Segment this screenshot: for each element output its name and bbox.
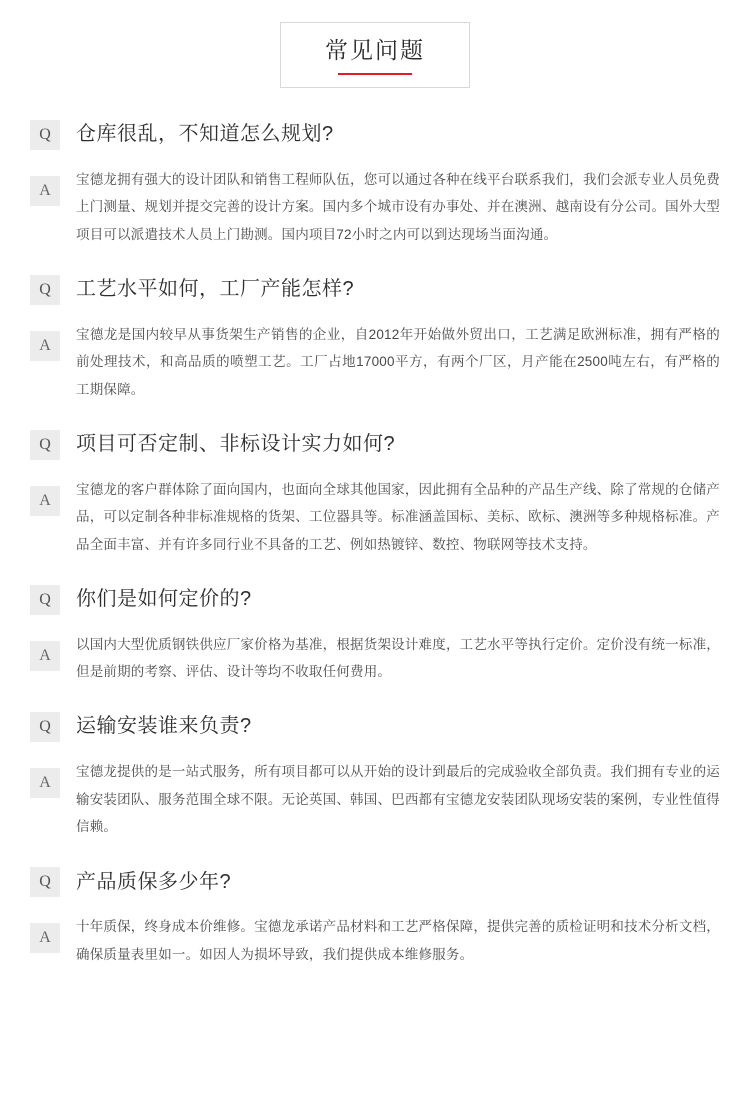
faq-list (0, 88, 750, 981)
faq-answer-text: 以国内大型优质钢铁供应厂家价格为基准，根据货架设计难度，工艺水平等执行定价。定价没有统一标准，但是前期的考察、评估、设计等均不收取任何费用。 (76, 636, 720, 680)
faq-item (30, 416, 720, 571)
faq-question-text: 仓库很乱，不知道怎么规划? (76, 123, 334, 146)
faq-answer-text: 宝德龙是国内较早从事货架生产销售的企业，自2012年开始做外贸出口，工艺满足欧洲标准，拥有严格的前处理技术，和高品质的喷塑工艺。工厂占地17000平方，有两个厂区，月产能在2500吨左右，有严格的工期保障。 (76, 326, 720, 397)
answer-badge: A (30, 923, 60, 953)
faq-answer-row (30, 150, 720, 249)
title-underline (338, 73, 412, 75)
faq-answer-row (30, 460, 720, 559)
question-badge: Q (30, 275, 60, 305)
faq-question-text: 工艺水平如何，工厂产能怎样? (76, 278, 355, 301)
answer-badge: A (30, 641, 60, 671)
faq-question-text: 运输安装谁来负责? (76, 715, 252, 738)
faq-item (30, 106, 720, 261)
answer-badge: A (30, 768, 60, 798)
faq-answer-row (30, 742, 720, 841)
faq-question-row[interactable] (30, 261, 720, 305)
faq-question-text: 你们是如何定价的? (76, 588, 252, 611)
question-badge: Q (30, 430, 60, 460)
faq-answer-row (30, 897, 720, 968)
faq-item (30, 261, 720, 416)
page-title: 常见问题 (325, 37, 425, 63)
faq-item (30, 853, 720, 980)
faq-item (30, 698, 720, 853)
faq-question-row[interactable] (30, 106, 720, 150)
faq-question-row[interactable] (30, 853, 720, 897)
faq-answer-text: 宝德龙提供的是一站式服务，所有项目都可以从开始的设计到最后的完成验收全部负责。我们拥有专业的运输安装团队、服务范围全球不限。无论英国、韩国、巴西都有宝德龙安装团队现场安装的案例，专业性值得信赖。 (76, 763, 720, 835)
answer-badge: A (30, 176, 60, 206)
faq-question-row[interactable] (30, 698, 720, 742)
faq-answer-text: 十年质保，终身成本价维修。宝德龙承诺产品材料和工艺严格保障，提供完善的质检证明和技术分析文档，确保质量表里如一。如因人为损坏导致，我们提供成本维修服务。 (76, 919, 720, 962)
faq-answer-row (30, 305, 720, 404)
faq-question-text: 项目可否定制、非标设计实力如何? (76, 433, 396, 456)
faq-question-text: 产品质保多少年? (76, 870, 232, 893)
question-badge: Q (30, 120, 60, 150)
answer-badge: A (30, 486, 60, 516)
faq-answer-text: 宝德龙的客户群体除了面向国内，也面向全球其他国家，因此拥有全品种的产品生产线、除了常规的仓储产品，可以定制各种非标准规格的货架、工位器具等。标准涵盖国标、美标、欧标、澳洲等多种规格标准。产品全面丰富、并有许多同行业不具备的工艺、例如热镀锌、数控、物联网等技术支持。 (76, 481, 720, 552)
answer-badge: A (30, 331, 60, 361)
question-badge: Q (30, 867, 60, 897)
page-title-box (280, 22, 470, 88)
faq-question-row[interactable] (30, 416, 720, 460)
page-title-container (0, 0, 750, 88)
question-badge: Q (30, 585, 60, 615)
faq-question-row[interactable] (30, 571, 720, 615)
faq-answer-text: 宝德龙拥有强大的设计团队和销售工程师队伍，您可以通过各种在线平台联系我们，我们会派专业人员免费上门测量、规划并提交完善的设计方案。国内多个城市设有办事处、并在澳洲、越南设有分公司。国外大型项目可以派遣技术人员上门勘测。国内项目72小时之内可以到达现场当面沟通。 (76, 171, 720, 242)
faq-item (30, 571, 720, 698)
question-badge: Q (30, 712, 60, 742)
faq-answer-row (30, 615, 720, 686)
